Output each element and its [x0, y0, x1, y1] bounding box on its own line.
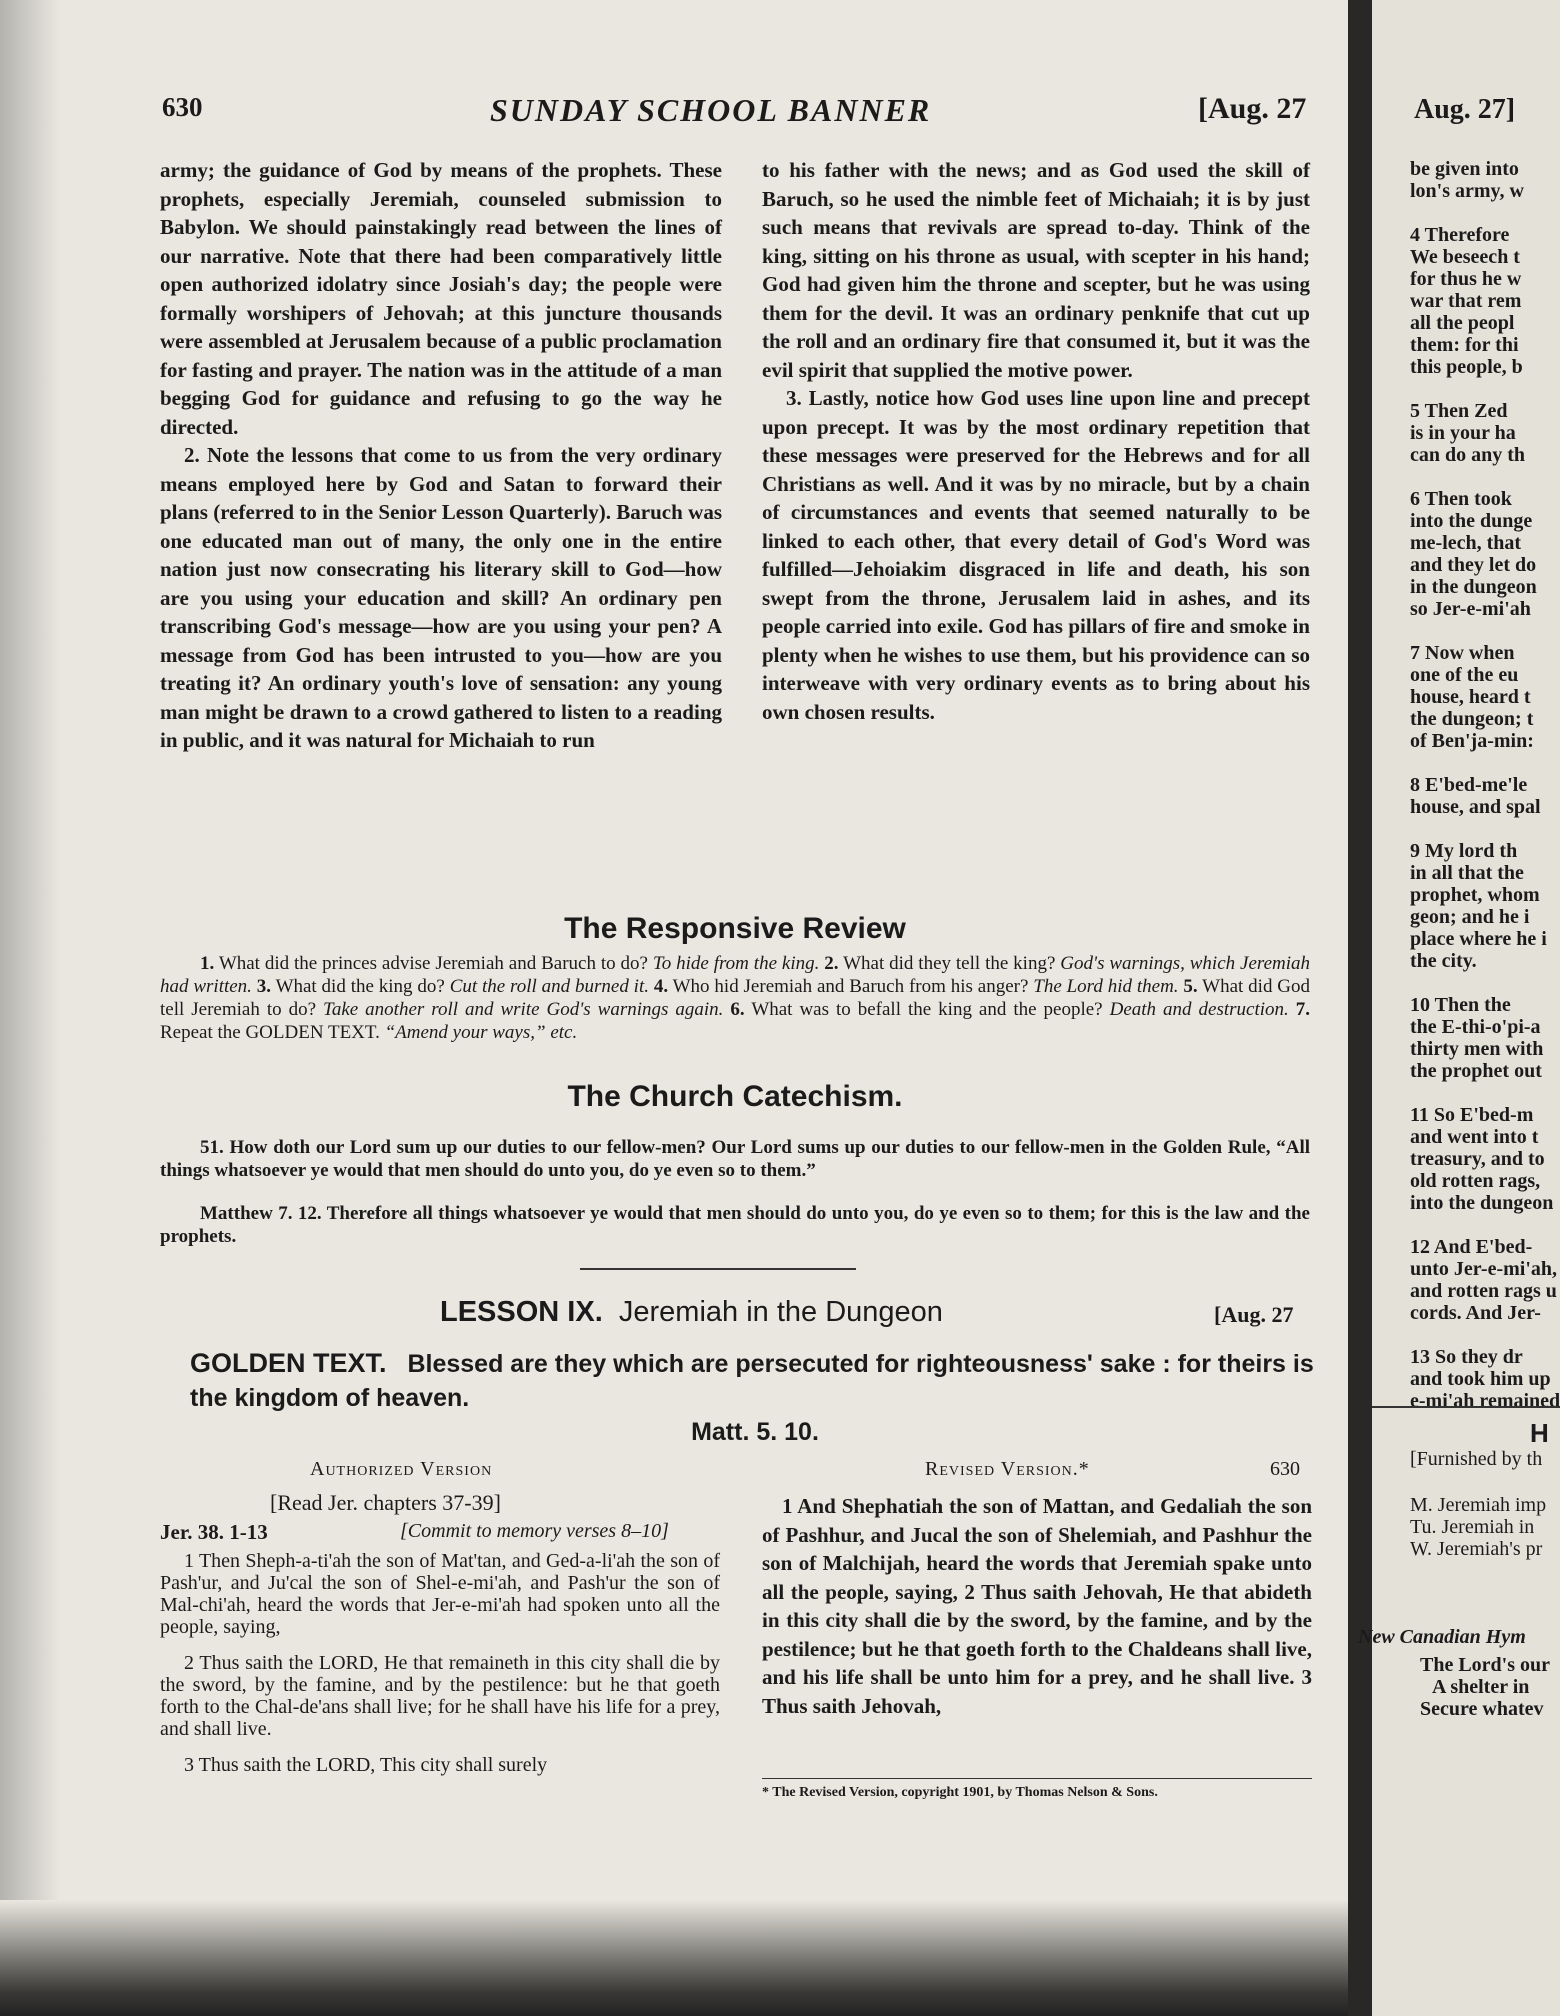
page-title: SUNDAY SCHOOL BANNER: [490, 92, 932, 128]
hymn-line: A shelter in: [1432, 1676, 1530, 1698]
right-page-line: prophet, whom: [1410, 884, 1540, 906]
right-page-line: into the dungeon: [1410, 1192, 1554, 1214]
right-page-line: this people, b: [1410, 356, 1523, 378]
right-page-line: 4 Therefore: [1410, 224, 1510, 246]
right-page-line: e-mi'ah remained: [1410, 1390, 1560, 1412]
page-edge-shadow: [0, 0, 60, 2016]
right-page-line: in the dungeon: [1410, 576, 1537, 598]
paragraph: to his father with the news; and as God used the skill of Baruch, so he used the nimble feet of Michaiah; it is by just such means that revivals are spread to-day. Think of the king, sitting on his throne as usual, with scepter in his hand; God had given him the throne and scepter, but he was using them for the devil. It was an ordinary penknife that cut up the roll and an ordinary fire that consumed it, but it was the evil spirit that supplied the motive power.: [762, 158, 1310, 382]
right-page-line: one of the eu: [1410, 664, 1519, 686]
golden-text-label: GOLDEN TEXT.: [190, 1348, 387, 1378]
golden-text: [190, 1346, 1320, 1449]
catechism-scripture: Matthew 7. 12. Therefore all things whatsoever ye would that men should do unto you, do ye even so to them; for this is the law and the prophets.: [160, 1203, 1310, 1247]
golden-text-ref: Matt. 5. 10.: [691, 1418, 819, 1446]
paragraph: 2. Note the lessons that come to us from the very ordinary means employed here by God and Satan to forward their plans (referred to in the Senior Lesson Quarterly). Baruch was one educated man out of many, the only one in the entire nation just now consecrating his literary skill to God—how are you using your education and skill? An ordinary pen transcribing God's message—how are you using your pen? A message from God has been intrusted to you—how are you treating it? An ordinary youth's love of sensation: any young man might be drawn to a crowd gathered to listen to a reading in public, and it was natural for Michaiah to run: [160, 443, 722, 752]
right-page-line: 6 Then took: [1410, 488, 1512, 510]
right-page-line: be given into: [1410, 158, 1519, 180]
responsive-review-heading: The Responsive Review: [564, 912, 906, 945]
right-page-line: 7 Now when: [1410, 642, 1515, 664]
footnote-divider: [762, 1778, 1312, 1779]
right-page-line: 9 My lord th: [1410, 840, 1518, 862]
right-page-line: them: for thi: [1410, 334, 1519, 356]
authorized-version-text: [160, 1550, 720, 1790]
revised-page-ref: 630: [1270, 1458, 1300, 1480]
right-page-line: old rotten rags,: [1410, 1170, 1541, 1192]
right-page-line: 11 So E'bed-m: [1410, 1104, 1534, 1126]
paragraph: army; the guidance of God by means of the prophets. These prophets, especially Jeremiah, counseled submission to Babylon. We should painstakingly read between the lines of our narrative. Note that there had been comparatively little open authorized idolatry since Josiah's day; the people were formally worshipers of Jehovah; at this juncture thousands were assembled at Jerusalem because of a public proclamation for fasting and prayer. The nation was in the attitude of a man begging God for guidance and refusing to go the way he directed.: [160, 158, 722, 439]
footnote: * The Revised Version, copyright 1901, by Thomas Nelson & Sons.: [762, 1785, 1158, 1800]
right-page-line: for thus he w: [1410, 268, 1522, 290]
right-page-line: 13 So they dr: [1410, 1346, 1523, 1368]
right-column: [762, 156, 1310, 726]
right-page-line: thirty men with: [1410, 1038, 1544, 1060]
verse: 2 Thus saith the LORD, He that remaineth in this city shall die by the sword, by the famine, and by the pestilence: but he that goeth forth to the Chal-de'ans shall live; for he shall have his life for a prey, and shall live.: [160, 1652, 720, 1740]
right-page-line: We beseech t: [1410, 246, 1520, 268]
scripture-reference: Jer. 38. 1-13: [160, 1520, 268, 1544]
right-page-line: can do any th: [1410, 444, 1526, 466]
right-page-line: war that rem: [1410, 290, 1522, 312]
scripture-reference-row: [160, 1520, 720, 1545]
right-page-furnished: [Furnished by th: [1410, 1448, 1543, 1470]
section-divider: [580, 1268, 856, 1270]
right-page-line: 10 Then the: [1410, 994, 1511, 1016]
right-page-line: house, and spal: [1410, 796, 1541, 818]
right-page-line: the prophet out: [1410, 1060, 1542, 1082]
right-page-line: in all that the: [1410, 862, 1524, 884]
page-number: 630: [162, 92, 203, 122]
right-page-line: and went into t: [1410, 1126, 1539, 1148]
golden-text-body: Blessed are they which are persecuted for righteousness' sake : for theirs is the kingdom of heaven.: [190, 1350, 1314, 1412]
revised-version-text: 1 And Shephatiah the son of Mattan, and Gedaliah the son of Pashhur, and Jucal the son of Shelemiah, and Pashhur the son of Malchijah, heard the words that Jeremiah spake unto all the people, saying, 2 Thus saith Jehovah, He that abideth in this city shall die by the sword, by the famine, and by the pestilence; but he that goeth forth to the Chaldeans shall live, and his life shall be unto him for a prey, and he shall live. 3 Thus saith Jehovah,: [762, 1494, 1312, 1718]
right-page-line: and rotten rags u: [1410, 1280, 1557, 1302]
verse: 3 Thus saith the LORD, This city shall surely: [184, 1754, 548, 1776]
right-page-line: geon; and he i: [1410, 906, 1530, 928]
lesson-title-line: [440, 1296, 943, 1329]
right-page-line: all the peopl: [1410, 312, 1515, 334]
hymn-line: Secure whatev: [1420, 1698, 1544, 1720]
right-page-line: cords. And Jer-: [1410, 1302, 1541, 1324]
right-page-line: into the dunge: [1410, 510, 1533, 532]
daily-reading: W. Jeremiah's pr: [1410, 1538, 1543, 1560]
catechism-body: 51. How doth our Lord sum up our duties to our fellow-men? Our Lord sums up our duties to our fellow-men in the Golden Rule, “All things whatsoever ye would that men should do unto you, do ye even so to them.”: [160, 1137, 1310, 1181]
right-page-line: 12 And E'bed-: [1410, 1236, 1533, 1258]
paragraph: 3. Lastly, notice how God uses line upon line and precept upon precept. It was by the most ordinary repetition that these messages were preserved for the Hebrews and for all Christians as well. And it was by no miracle, but by a chain of circumstances and events that seemed naturally to be linked to each other, that every detail of God's Word was fulfilled—Jehoiakim disgraced in life and death, his son swept from the throne, Jerusalem laid in ashes, and its people carried into exile. God has pillars of fire and smoke in plenty when he wishes to use them, but his providence can so interweave with very ordinary events as to bring about his own chosen results.: [762, 386, 1310, 724]
reading-assignment: [Read Jer. chapters 37-39]: [270, 1490, 501, 1515]
daily-reading: Tu. Jeremiah in: [1410, 1516, 1535, 1538]
daily-reading: M. Jeremiah imp: [1410, 1494, 1547, 1516]
right-page-line: the city.: [1410, 950, 1477, 972]
right-page-date: Aug. 27]: [1414, 94, 1516, 125]
right-page-line: the dungeon; t: [1410, 708, 1534, 730]
lesson-title: Jeremiah in the Dungeon: [618, 1296, 943, 1328]
right-page-line: place where he i: [1410, 928, 1547, 950]
left-column: [160, 156, 722, 755]
catechism-heading: The Church Catechism.: [567, 1080, 903, 1113]
right-page-line: the E-thi-o'pi-a: [1410, 1016, 1541, 1038]
page-date: [Aug. 27: [1198, 92, 1307, 125]
right-page-line: so Jer-e-mi'ah: [1410, 598, 1531, 620]
right-page-heading: H: [1530, 1418, 1549, 1448]
right-page-line: lon's army, w: [1410, 180, 1524, 202]
book-gutter: [1348, 0, 1372, 2016]
bottom-shadow: [0, 1900, 1348, 2016]
hymn-line: The Lord's our: [1420, 1654, 1551, 1676]
right-page-line: and they let do: [1410, 554, 1537, 576]
lesson-number: LESSON IX.: [440, 1296, 603, 1328]
right-page-line: unto Jer-e-mi'ah,: [1410, 1258, 1558, 1280]
right-page-line: 8 E'bed-me'le: [1410, 774, 1528, 796]
hymnal-title: New Canadian Hym: [1358, 1626, 1526, 1648]
right-page-line: and took him up: [1410, 1368, 1551, 1390]
right-page-line: treasury, and to: [1410, 1148, 1545, 1170]
right-page-line: 5 Then Zed: [1410, 400, 1508, 422]
revised-version-heading: Revised Version.*: [925, 1458, 1090, 1480]
right-page-line: me-lech, that: [1410, 532, 1522, 554]
right-page-line: house, heard t: [1410, 686, 1531, 708]
authorized-version-heading: Authorized Version: [310, 1458, 493, 1480]
lesson-date: [Aug. 27: [1214, 1302, 1294, 1327]
right-page-line: of Ben'ja-min:: [1410, 730, 1534, 752]
verse: 1 Then Sheph-a-ti'ah the son of Mat'tan, and Ged-a-li'ah the son of Pash'ur, and Ju'cal the son of Shel-e-mi'ah, and Pash'ur the son of Mal-chi'ah, heard the words that Jer-e-mi'ah had spoken unto all the people, saying,: [160, 1550, 720, 1638]
responsive-review-body: 1. What did the princes advise Jeremiah and Baruch to do? To hide from the king. 2. What did they tell the king? God's warnings, which Jeremiah had written. 3. What did the king do? Cut the roll and burned it. 4. Who hid Jeremiah and Baruch from his anger? The Lord hid them. 5. What did God tell Jeremiah to do? Take another roll and write God's warnings again. 6. What was to befall the king and the people? Death and destruction. 7. Repeat the GOLDEN TEXT. “Amend your ways,” etc.: [160, 953, 1311, 1043]
right-page-line: is in your ha: [1410, 422, 1516, 444]
right-page-divider: [1372, 1406, 1560, 1408]
memory-verses: [Commit to memory verses 8–10]: [400, 1520, 669, 1542]
